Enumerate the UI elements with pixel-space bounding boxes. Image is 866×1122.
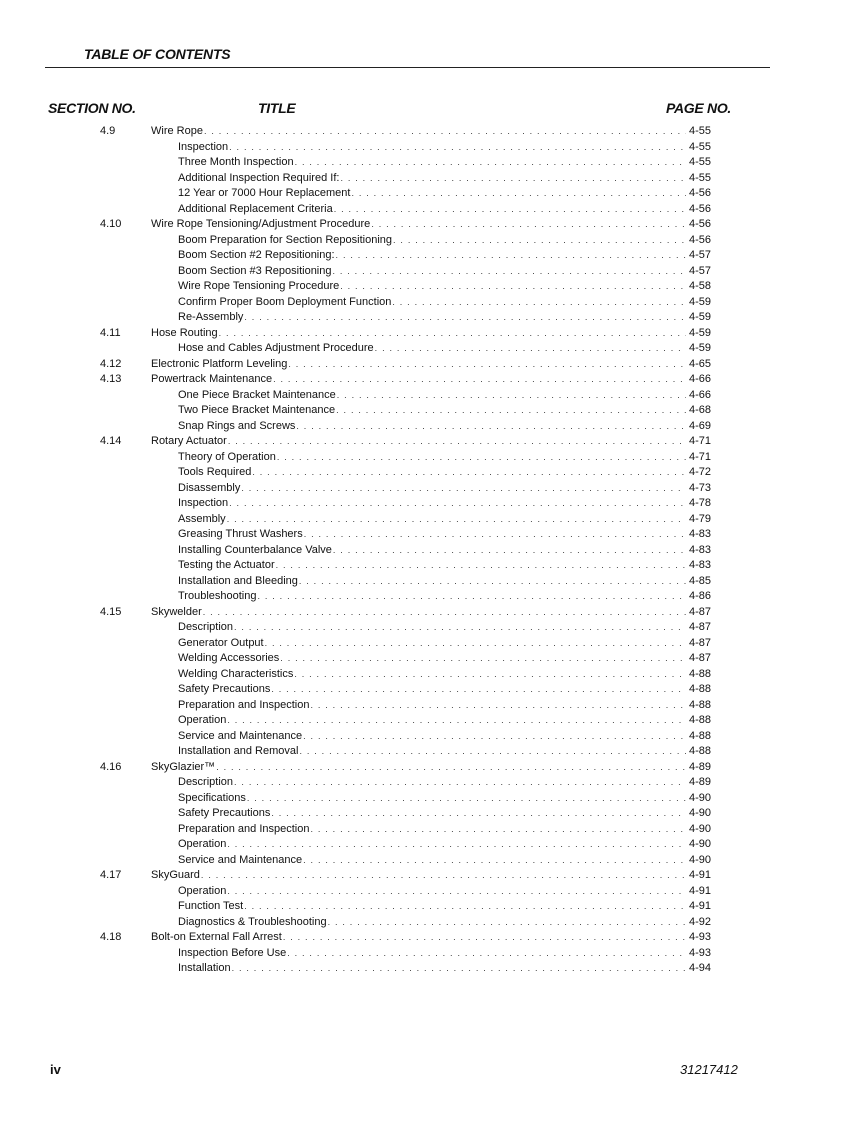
toc-page-number: 4-91 [688, 884, 711, 897]
toc-entry[interactable] [0, 822, 866, 838]
dot-leader [340, 171, 686, 187]
toc-page-number: 4-90 [688, 807, 711, 819]
dot-leader [334, 202, 686, 218]
toc-entry-title: Three Month Inspection [178, 156, 294, 168]
toc-entry-title: Welding Accessories [178, 652, 280, 664]
dot-leader [299, 574, 686, 590]
toc-entry[interactable] [0, 140, 866, 156]
dot-leader [393, 233, 686, 249]
column-header-page: PAGE NO. [666, 100, 732, 116]
toc-section-number: 4.16 [100, 760, 122, 773]
toc-entry-title: Assembly [178, 512, 226, 525]
toc-list [0, 124, 866, 977]
toc-entry-title: Additional Replacement Criteria [178, 202, 333, 215]
toc-entry[interactable] [0, 620, 866, 636]
toc-entry[interactable] [0, 868, 866, 884]
toc-entry[interactable] [0, 233, 866, 249]
dot-leader [280, 651, 686, 667]
toc-entry-title: Generator Output [178, 636, 264, 649]
toc-entry-title: Electronic Platform Leveling [151, 357, 288, 370]
toc-page-number: 4-89 [688, 760, 711, 773]
dot-leader [257, 589, 685, 605]
toc-entry[interactable] [0, 698, 866, 714]
toc-entry[interactable] [0, 667, 866, 683]
toc-entry-title: Safety Precautions [178, 683, 271, 695]
toc-entry[interactable] [0, 403, 866, 419]
column-header-section: SECTION NO. [48, 100, 136, 116]
toc-section-number: 4.11 [100, 326, 121, 339]
toc-entry-title: 12 Year or 7000 Hour Replacement [178, 187, 351, 199]
toc-page-number: 4-66 [688, 373, 711, 385]
toc-page-number: 4-78 [688, 497, 711, 509]
toc-entry-title: Boom Section #3 Repositioning [178, 264, 332, 277]
toc-page-number: 4-87 [688, 605, 711, 618]
toc-entry-title: Inspection [178, 497, 229, 509]
toc-entry-title: Specifications [178, 791, 246, 804]
toc-entry[interactable] [0, 434, 866, 450]
dot-leader [332, 264, 685, 280]
toc-page-number: 4-55 [688, 156, 711, 168]
dot-leader [276, 558, 686, 574]
toc-page-number: 4-90 [688, 791, 711, 804]
toc-entry[interactable] [0, 791, 866, 807]
toc-entry[interactable] [0, 310, 866, 326]
toc-entry[interactable] [0, 496, 866, 512]
toc-entry[interactable] [0, 202, 866, 218]
toc-entry-title: Additional Inspection Required If: [178, 171, 340, 184]
toc-page-number: 4-59 [688, 295, 711, 308]
dot-leader [227, 884, 686, 900]
dot-leader [303, 853, 686, 869]
toc-entry-title: Testing the Actuator [178, 559, 275, 571]
toc-entry[interactable] [0, 713, 866, 729]
toc-entry-title: Diagnostics & Troubleshooting [178, 915, 327, 928]
toc-page-number: 4-88 [688, 714, 711, 726]
toc-entry-title: SkyGlazier™ [151, 760, 216, 773]
toc-entry[interactable] [0, 946, 866, 962]
dot-leader [288, 357, 686, 373]
toc-section-number: 4.9 [100, 125, 116, 137]
toc-page-number: 4-88 [688, 667, 711, 680]
toc-entry[interactable] [0, 341, 866, 357]
toc-page-number: 4-92 [688, 915, 711, 928]
dot-leader [299, 744, 686, 760]
toc-entry-title: Confirm Proper Boom Deployment Function [178, 295, 392, 308]
dot-leader [232, 961, 686, 977]
toc-entry-title: Re-Assembly [178, 311, 244, 323]
dot-leader [295, 155, 686, 171]
toc-entry[interactable] [0, 279, 866, 295]
toc-entry-title: Snap Rings and Screws [178, 419, 296, 432]
toc-page-number: 4-73 [688, 481, 711, 494]
toc-entry[interactable] [0, 512, 866, 528]
toc-page-number: 4-91 [688, 900, 711, 912]
toc-entry-title: Description [178, 776, 234, 788]
toc-page-number: 4-72 [688, 466, 711, 478]
dot-leader [219, 326, 686, 342]
toc-page-number: 4-85 [688, 574, 711, 587]
page-number: iv [50, 1062, 61, 1077]
toc-entry[interactable] [0, 155, 866, 171]
dot-leader [241, 481, 686, 497]
toc-entry[interactable] [0, 682, 866, 698]
toc-page-number: 4-56 [688, 202, 711, 215]
toc-page-number: 4-79 [688, 512, 711, 525]
toc-section-number: 4.12 [100, 357, 122, 370]
toc-entry-title: Service and Maintenance [178, 853, 303, 866]
toc-entry[interactable] [0, 884, 866, 900]
dot-leader [310, 698, 685, 714]
dot-leader [216, 760, 686, 776]
dot-leader [271, 682, 686, 698]
toc-entry-title: Disassembly [178, 481, 241, 494]
toc-entry[interactable] [0, 775, 866, 791]
toc-entry-title: Installation and Bleeding [178, 574, 298, 587]
toc-entry-title: Welding Characteristics [178, 667, 294, 680]
dot-leader [371, 217, 686, 233]
toc-entry-title: One Piece Bracket Maintenance [178, 388, 336, 401]
dot-leader [227, 512, 686, 528]
toc-page-number: 4-88 [688, 745, 711, 757]
toc-entry[interactable] [0, 264, 866, 280]
toc-entry[interactable] [0, 295, 866, 311]
toc-entry-title: Preparation and Inspection [178, 698, 310, 711]
dot-leader [265, 636, 686, 652]
toc-entry[interactable] [0, 636, 866, 652]
dot-leader [201, 868, 686, 884]
toc-entry-title: Wire Rope [151, 125, 203, 137]
toc-entry-title: Boom Preparation for Section Repositioning [178, 233, 393, 246]
toc-entry[interactable] [0, 543, 866, 559]
toc-entry[interactable] [0, 372, 866, 388]
dot-leader [204, 124, 686, 140]
toc-entry-title: Powertrack Maintenance [151, 373, 273, 385]
toc-entry-title: Inspection [178, 140, 229, 153]
toc-entry-title: Operation [178, 884, 227, 897]
toc-page-number: 4-55 [688, 140, 711, 153]
dot-leader [303, 729, 686, 745]
dot-leader [228, 434, 686, 450]
dot-leader [227, 837, 686, 853]
toc-entry[interactable] [0, 651, 866, 667]
dot-leader [273, 372, 686, 388]
toc-page-number: 4-56 [688, 233, 711, 246]
toc-entry-title: Function Test [178, 900, 244, 912]
toc-section-number: 4.18 [100, 931, 122, 943]
toc-entry[interactable] [0, 248, 866, 264]
toc-entry-title: Hose and Cables Adjustment Procedure [178, 342, 374, 354]
page-title: TABLE OF CONTENTS [84, 46, 231, 62]
toc-entry[interactable] [0, 124, 866, 140]
toc-page-number: 4-86 [688, 590, 711, 602]
toc-entry-title: Tools Required [178, 466, 252, 478]
toc-entry-title: Operation [178, 714, 227, 726]
dot-leader [337, 388, 686, 404]
toc-section-number: 4.13 [100, 373, 122, 385]
toc-page-number: 4-93 [688, 931, 711, 943]
toc-page-number: 4-55 [688, 125, 711, 137]
toc-entry-title: Skywelder [151, 605, 202, 618]
toc-page-number: 4-59 [688, 326, 711, 339]
toc-page-number: 4-90 [688, 838, 711, 850]
column-header-title: TITLE [258, 100, 296, 116]
toc-entry[interactable] [0, 326, 866, 342]
toc-page-number: 4-57 [688, 264, 711, 277]
toc-entry-title: Inspection Before Use [178, 946, 287, 959]
toc-page-number: 4-58 [688, 280, 711, 292]
toc-entry-title: Bolt-on External Fall Arrest [151, 931, 282, 943]
dot-leader [277, 450, 686, 466]
toc-entry-title: Wire Rope Tensioning Procedure [178, 280, 340, 292]
toc-page-number: 4-83 [688, 559, 711, 571]
toc-page-number: 4-93 [688, 946, 711, 959]
toc-entry[interactable] [0, 558, 866, 574]
toc-page-number: 4-90 [688, 853, 711, 866]
toc-entry-title: Hose Routing [151, 326, 218, 339]
toc-entry[interactable] [0, 217, 866, 233]
toc-entry[interactable] [0, 853, 866, 869]
toc-entry-title: Safety Precautions [178, 807, 271, 819]
dot-leader [287, 946, 686, 962]
toc-page-number: 4-87 [688, 652, 711, 664]
toc-entry-title: Installation and Removal [178, 745, 299, 757]
toc-page-number: 4-68 [688, 404, 711, 416]
dot-leader [234, 620, 686, 636]
toc-entry[interactable] [0, 357, 866, 373]
toc-entry-title: Rotary Actuator [151, 435, 227, 447]
dot-leader [252, 465, 686, 481]
toc-page-number: 4-71 [688, 450, 711, 463]
toc-page-number: 4-88 [688, 698, 711, 711]
toc-section-number: 4.14 [100, 435, 122, 447]
dot-leader [336, 248, 686, 264]
dot-leader [227, 713, 686, 729]
toc-entry[interactable] [0, 806, 866, 822]
toc-entry[interactable] [0, 729, 866, 745]
dot-leader [351, 186, 686, 202]
toc-section-number: 4.15 [100, 605, 122, 618]
dot-leader [229, 140, 686, 156]
toc-page-number: 4-89 [688, 776, 711, 788]
dot-leader [271, 806, 686, 822]
toc-page-number: 4-59 [688, 311, 711, 323]
toc-page-number: 4-69 [688, 419, 711, 432]
toc-entry[interactable] [0, 574, 866, 590]
toc-section-number: 4.10 [100, 218, 122, 230]
dot-leader [203, 605, 686, 621]
toc-page-number: 4-87 [688, 621, 711, 633]
toc-page-number: 4-71 [688, 435, 711, 447]
toc-entry[interactable] [0, 605, 866, 621]
dot-leader [294, 667, 686, 683]
toc-page-number: 4-91 [688, 869, 711, 881]
toc-entry[interactable] [0, 837, 866, 853]
toc-entry-title: Service and Maintenance [178, 729, 303, 742]
toc-page-number: 4-83 [688, 528, 711, 540]
dot-leader [244, 310, 686, 326]
dot-leader [296, 419, 686, 435]
toc-entry-title: Operation [178, 838, 227, 850]
dot-leader [283, 930, 686, 946]
toc-entry[interactable] [0, 744, 866, 760]
toc-entry[interactable] [0, 930, 866, 946]
dot-leader [304, 527, 686, 543]
dot-leader [247, 791, 686, 807]
toc-entry-title: Installing Counterbalance Valve [178, 543, 332, 556]
toc-page-number: 4-56 [688, 187, 711, 199]
toc-entry-title: Wire Rope Tensioning/Adjustment Procedure [151, 218, 371, 230]
toc-page-number: 4-88 [688, 729, 711, 742]
toc-page-number: 4-56 [688, 218, 711, 230]
toc-entry[interactable] [0, 760, 866, 776]
toc-entry-title: Troubleshooting [178, 590, 257, 602]
dot-leader [229, 496, 686, 512]
toc-entry-title: Two Piece Bracket Maintenance [178, 404, 336, 416]
toc-page-number: 4-94 [688, 962, 711, 974]
dot-leader [333, 543, 686, 559]
toc-entry-title: Greasing Thrust Washers [178, 528, 303, 540]
toc-entry-title: Preparation and Inspection [178, 822, 310, 835]
toc-entry-title: SkyGuard [151, 869, 200, 881]
toc-page-number: 4-57 [688, 249, 711, 261]
toc-entry[interactable] [0, 450, 866, 466]
dot-leader [375, 341, 686, 357]
document-number: 31217412 [680, 1062, 738, 1077]
toc-entry[interactable] [0, 186, 866, 202]
toc-page-number: 4-87 [688, 636, 711, 649]
dot-leader [336, 403, 686, 419]
toc-entry[interactable] [0, 915, 866, 931]
toc-entry[interactable] [0, 465, 866, 481]
dot-leader [340, 279, 686, 295]
toc-page-number: 4-65 [688, 357, 711, 370]
toc-page-number: 4-55 [688, 171, 711, 184]
toc-entry[interactable] [0, 388, 866, 404]
dot-leader [328, 915, 686, 931]
header-divider [45, 67, 770, 68]
dot-leader [310, 822, 685, 838]
toc-page-number: 4-90 [688, 822, 711, 835]
toc-page-number: 4-88 [688, 683, 711, 695]
toc-entry[interactable] [0, 419, 866, 435]
toc-section-number: 4.17 [100, 869, 122, 881]
dot-leader [244, 899, 686, 915]
toc-entry[interactable] [0, 961, 866, 977]
toc-entry[interactable] [0, 481, 866, 497]
toc-page-number: 4-66 [688, 388, 711, 401]
dot-leader [392, 295, 686, 311]
toc-entry[interactable] [0, 899, 866, 915]
toc-page-number: 4-83 [688, 543, 711, 556]
toc-page-number: 4-59 [688, 342, 711, 354]
dot-leader [234, 775, 686, 791]
toc-entry-title: Theory of Operation [178, 450, 276, 463]
toc-entry[interactable] [0, 589, 866, 605]
toc-entry-title: Boom Section #2 Repositioning: [178, 249, 335, 261]
toc-entry-title: Installation [178, 962, 231, 974]
toc-entry[interactable] [0, 527, 866, 543]
toc-entry[interactable] [0, 171, 866, 187]
toc-entry-title: Description [178, 621, 234, 633]
